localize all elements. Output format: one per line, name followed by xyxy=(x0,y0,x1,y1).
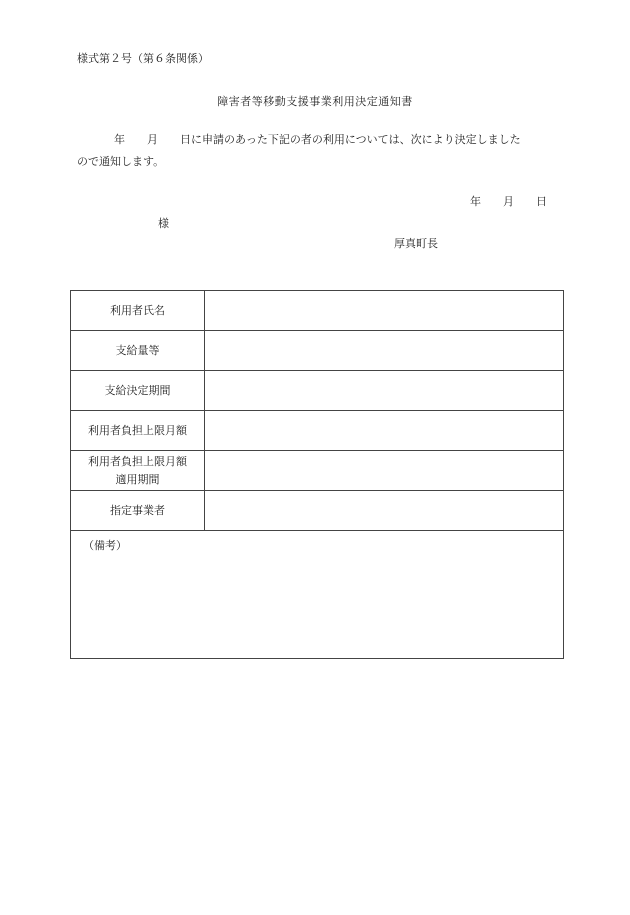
body-text-rest: 日に申請のあった下記の者の利用については、次により決定しました xyxy=(180,133,521,146)
row-label-line: 利用者負担上限月額 xyxy=(88,454,187,468)
remarks-cell xyxy=(71,531,564,659)
row-label-user-name: 利用者氏名 xyxy=(71,291,205,331)
table-row xyxy=(71,331,564,371)
table-row xyxy=(71,371,564,411)
body-month-label: 月 xyxy=(147,133,158,146)
form-number: 様式第２号（第６条関係） xyxy=(77,52,209,65)
date-day-label: 日 xyxy=(536,195,547,208)
row-value-user-name xyxy=(205,291,564,331)
row-label-decision-period: 支給決定期間 xyxy=(71,371,205,411)
table-row xyxy=(71,491,564,531)
row-value-cost-cap-period xyxy=(205,451,564,491)
row-value-supply-amount xyxy=(205,331,564,371)
date-year-label: 年 xyxy=(470,195,481,208)
row-value-decision-period xyxy=(205,371,564,411)
row-label-cost-cap-period xyxy=(71,451,205,491)
sender-name: 厚真町長 xyxy=(394,237,438,250)
remarks-label: （備考） xyxy=(83,539,127,552)
addressee-honorific: 様 xyxy=(158,217,169,230)
row-label-cost-cap: 利用者負担上限月額 xyxy=(71,411,205,451)
table-row xyxy=(71,451,564,491)
row-label-designated-provider: 指定事業者 xyxy=(71,491,205,531)
table-row xyxy=(71,411,564,451)
document-title: 障害者等移動支援事業利用決定通知書 xyxy=(217,95,413,108)
table-row xyxy=(71,291,564,331)
row-value-cost-cap xyxy=(205,411,564,451)
body-text-line-2: ので通知します。 xyxy=(77,155,165,168)
row-label-line: 適用期間 xyxy=(115,472,160,486)
row-value-designated-provider xyxy=(205,491,564,531)
date-month-label: 月 xyxy=(503,195,514,208)
issue-date xyxy=(470,193,547,209)
row-label-supply-amount: 支給量等 xyxy=(71,331,205,371)
decision-info-table xyxy=(70,290,564,659)
table-row xyxy=(71,531,564,659)
body-text-line-1 xyxy=(77,131,521,147)
body-year-label: 年 xyxy=(114,133,125,146)
